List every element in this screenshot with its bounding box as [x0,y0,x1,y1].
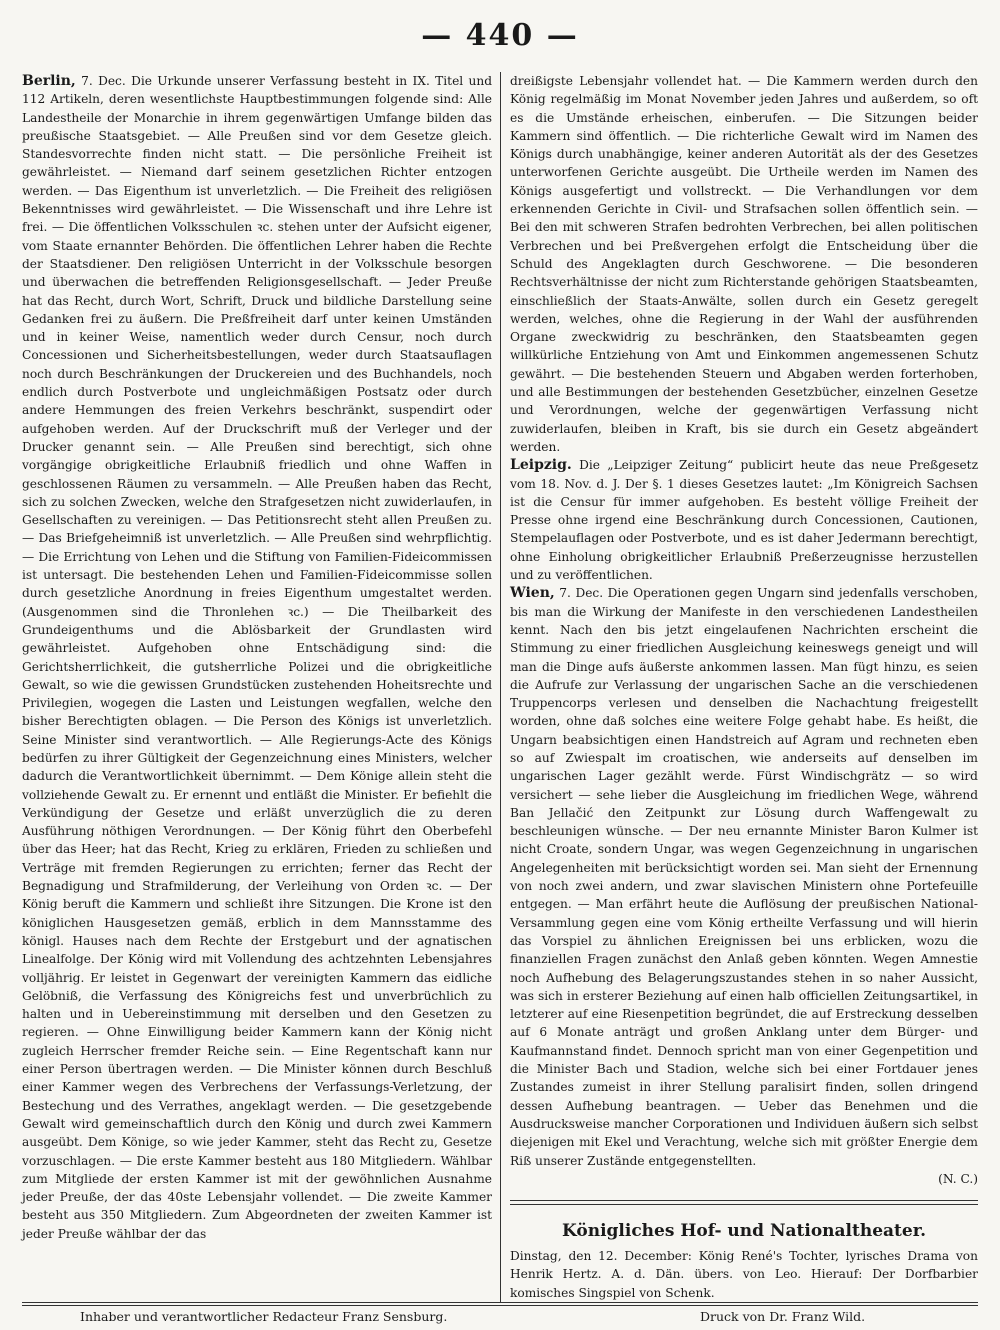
footer-printer: Druck von Dr. Franz Wild. [700,1309,866,1324]
dateline-berlin: Berlin, [22,73,76,89]
right-column [510,72,978,1302]
section-divider [510,1200,978,1205]
article-berlin-continued: dreißigste Lebensjahr vollendet hat. — Die Kammern werden durch den König regelmäßig im Monat November jeden Jahres und außerdem, so oft es die Umstände erheischen, einberufen. — Die Sitzungen beider Kammern sind öffentlich. — Die richterliche Gewalt wird im Namen des Königs durch unabhängige, keiner anderen Autorität als der des Gesetzes unterworfenen Gerichte ausgeübt. Die Urtheile werden im Namen des Königs ausgefertigt und vollstreckt. — Die Verhandlungen vor dem erkennenden Gerichte in Civil- und Strafsachen sollen öffentlich sein. — Bei den mit schweren Strafen bedrohten Verbrechen, bei allen politischen Verbrechen und bei Preßvergehen erfolgt die Entscheidung über die Schuld des Angeklagten durch Geschworene. — Die besonderen Rechtsverhältnisse der nicht zum Richterstande gehörigen Staatsbeamten, einschließlich der Staats-Anwälte, sollen durch ein Gesetz geregelt werden, welches, ohne die Regierung in der Wahl der ausführenden Organe zweckwidrig zu beschränken, den Staatsbeamten gegen willkürliche Entziehung von Amt und Einkommen angemessenen Schutz gewährt. — Die bestehenden Steuern und Abgaben werden forterhoben, und alle Bestimmungen der bestehenden Gesetzbücher, einzelnen Gesetze und Verordnungen, welche der gegenwärtigen Verfassung nicht zuwiderlaufen, bleiben in Kraft, bis sie durch ein Gesetz abgeändert werden. [510,74,978,454]
column-divider [500,72,501,1302]
footer-rule [22,1302,978,1306]
article-berlin-text: 7. Dec. Die Urkunde unserer Verfassung besteht in IX. Titel und 112 Artikeln, deren wesentlichste Hauptbestimmungen folgende sind: Alle Landestheile der Monarchie in ihrem gegenwärtigen Umfange bilden das preußische Staatsgebiet. — Alle Preußen sind vor dem Gesetze gleich. Standesvorrechte finden nicht statt. — Die persönliche Freiheit ist gewährleistet. — Niemand darf seinem gesetzlichen Richter entzogen werden. — Das Eigenthum ist unverletzlich. — Die Freiheit des religiösen Bekenntnisses wird gewährleistet. — Die Wissenschaft und ihre Lehre ist frei. — Die öffentlichen Volksschulen ꝛc. stehen unter der Aufsicht eigener, vom Staate ernannter Behörden. Die öffentlichen Lehrer haben die Rechte der Staatsdiener. Den religiösen Unterricht in der Volksschule besorgen und überwachen die betreffenden Religionsgesellschaft. — Jeder Preuße hat das Recht, durch Wort, Schrift, Druck und bildliche Darstellung seine Gedanken frei zu äußern. Die Preßfreiheit darf unter keinen Umständen und in keiner Weise, namentlich weder durch Censur, noch durch Concessionen und Sicherheitsbestellungen, weder durch Staatsauflagen noch durch Beschränkungen der Druckereien und des Buchhandels, noch endlich durch Postverbote und ungleichmäßigen Postsatz oder durch andere Hemmungen des freien Verkehrs beschränkt, suspendirt oder aufgehoben werden. Auf der Druckschrift muß der Verleger und der Drucker genannt sein. — Alle Preußen sind berechtigt, sich ohne vorgängige obrigkeitliche Erlaubniß friedlich und ohne Waffen in geschlossenen Räumen zu versammeln. — Alle Preußen haben das Recht, sich zu solchen Zwecken, welche den Strafgesetzen nicht zuwiderlaufen, in Gesellschaften zu vereinigen. — Das Petitionsrecht steht allen Preußen zu. — Das Briefgeheimniß ist unverletzlich. — Alle Preußen sind wehrpflichtig. — Die Errichtung von Lehen und die Stiftung von Familien-Fideicommissen ist untersagt. Die bestehenden Lehen und Familien-Fideicommisse sollen durch gesetzliche Anordnung in freies Eigenthum umgestaltet werden. (Ausgenommen sind die Thronlehen ꝛc.) — Die Theilbarkeit des Grundeigenthums und die Ablösbarkeit der Grundlasten wird gewährleistet. Aufgehoben ohne Entschädigung sind: die Gerichtsherrlichkeit, die gutsherrliche Polizei und die obrigkeitliche Gewalt, so wie die gewissen Grundstücken zustehenden Hoheitsrechte und Privilegien, wogegen die Lasten und Leistungen wegfallen, welche den bisher Berechtigten oblagen. — Die Person des Königs ist unverletzlich. Seine Minister sind verantwortlich. — Alle Regierungs-Acte des Königs bedürfen zu ihrer Gültigkeit der Gegenzeichnung eines Ministers, welcher dadurch die Verantwortlichkeit übernimmt. — Dem Könige allein steht die vollziehende Gewalt zu. Er ernennt und entläßt die Minister. Er befiehlt die Verkündigung der Gesetze und erläßt unverzüglich die zu deren Ausführung nöthigen Verordnungen. — Der König führt den Oberbefehl über das Heer; hat das Recht, Krieg zu erklären, Frieden zu schließen und Verträge mit fremden Regierungen zu errichten; ferner das Recht der Begnadigung und Strafmilderung, der Verleihung von Orden ꝛc. — Der König beruft die Kammern und schließt ihre Sitzungen. Die Krone ist den königlichen Hausgesetzen gemäß, erblich in dem Mannsstamme des königl. Hauses nach dem Rechte der Erstgeburt und der agnatischen Linealfolge. Der König wird mit Vollendung des achtzehnten Lebensjahres volljährig. Er leistet in Gegenwart der vereinigten Kammern das eidliche Gelöbniß, die Verfassung des Königreichs fest und unverbrüchlich zu halten und in Uebereinstimmung mit derselben und den Gesetzen zu regieren. — Ohne Einwilligung beider Kammern kann der König nicht zugleich Herrscher fremder Reiche sein. — Eine Regentschaft kann nur einer Person übertragen werden. — Die Minister können durch Beschluß einer Kammer wegen des Verbrechens der Verfassungs-Verletzung, der Bestechung und des Verrathes, angeklagt werden. — Die gesetzgebende Gewalt wird gemeinschaftlich durch den König und durch zwei Kammern ausgeübt. Dem Könige, so wie jeder Kammer, steht das Recht zu, Gesetze vorzuschlagen. — Die erste Kammer besteht aus 180 Mitgliedern. Wählbar zum Mitgliede der ersten Kammer ist mit der gewöhnlichen Ausnahme jeder Preuße, der das 40ste Lebensjahr vollendet. — Die zweite Kammer besteht aus 350 Mitgliedern. Zum Abgeordneten der zweiten Kammer ist jeder Preuße wählbar der das [22,74,492,1241]
article-wien [510,584,978,1170]
dateline-wien: Wien, [510,585,555,602]
article-wien-text: 7. Dec. Die Operationen gegen Ungarn sind jedenfalls verschoben, bis man die Wirkung der Manifeste in den verschiedenen Landestheilen kennt. Nach den bis jetzt eingelaufenen Nachrichten erscheint die Stimmung zu einer friedlichen Ausgleichung keineswegs geneigt und will man die Dinge aufs äußerste ankommen lassen. Man fügt hinzu, es seien die Aufrufe zur Verlassung der ungarischen Sache an die verschiedenen Truppencorps verlesen und denselben die Nachachtung freigestellt worden, ohne daß solches eine weitere Folge gehabt habe. Es heißt, die Ungarn beabsichtigen einen Handstreich auf Agram und rechneten eben so auf Zwiespalt im croatischen, wie anderseits auf denselben im ungarischen Lager gezählt werde. Fürst Windischgrätz — so wird versichert — sehe lieber die Ausgleichung im friedlichen Wege, während Ban Jellačić den Zeitpunkt zur Lösung durch Waffengewalt zu beschleunigen wünsche. — Der neu ernannte Minister Baron Kulmer ist nicht Croate, sondern Ungar, was wegen Gegenzeichnung in ungarischen Angelegenheiten mit berücksichtigt worden sei. Man sieht der Ernennung von noch zwei andern, und zwar slavischen Ministern ohne Portefeuille entgegen. — Man erfährt heute die Auflösung der preußischen National-Versammlung gegen eine vom König ertheilte Verfassung und will hierin das Vorspiel zu ähnlichen Ereignissen bei uns erblicken, wozu die finanziellen Fragen zunächst den Anlaß geben könnten. Wegen Amnestie noch Aufhebung des Belagerungszustandes stehen in so naher Aussicht, was sich in ersterer Beziehung auf einen halb officiellen Zeitungsartikel, in letzterer auf eine Riesenpetition begründet, die auf Erstreckung desselben auf 6 Monate anträgt und großen Anklang unter dem Bürger- und Kaufmannstand findet. Dennoch spricht man von einer Gegenpetition und die Minister Bach und Stadion, welche sich bei einer Fortdauer jenes Zustandes zumeist in ihrer Stellung paralisirt finden, sollen dringend dessen Aufhebung beantragen. — Ueber das Benehmen und die Ausdrucksweise mancher Corporationen und Individuen äußern sich selbst diejenigen mit Ekel und Verachtung, welche sich mit größter Energie dem Riß unserer Zustände entgegenstellten. [510,586,978,1168]
dateline-leipzig: Leipzig. [510,457,572,474]
article-leipzig [510,456,978,584]
theatre-listing: Dinstag, den 12. December: König René's Tochter, lyrisches Drama von Henrik Hertz. A. d. Dän. übers. von Leo. Hierauf: Der Dorfbarbier komisches Singspiel von Schenk. [510,1249,978,1300]
theatre-heading: Königliches Hof- und Nationaltheater. [561,1221,927,1242]
footer-publisher: Inhaber und verantwortlicher Redacteur Franz Sensburg. [80,1309,448,1324]
article-berlin [22,72,492,1243]
page-number: — 440 — [421,18,579,53]
article-wien-signature: (N. C.) [938,1171,978,1186]
article-leipzig-text: Die „Leipziger Zeitung“ publicirt heute das neue Preßgesetz vom 18. Nov. d. J. Der §. 1 dieses Gesetzes lautet: „Im Königreich Sachsen ist die Censur für immer aufgehoben. Es besteht völlige Freiheit der Presse ohne irgend eine Beschränkung durch Concessionen, Cautionen, Stempelauflagen oder Postverbote, und es ist daher Jedermann berechtigt, ohne Einholung obrigkeitlicher Erlaubniß Preßerzeugnisse herzustellen und zu veröffentlichen. [510,458,978,583]
left-column [22,72,492,1302]
